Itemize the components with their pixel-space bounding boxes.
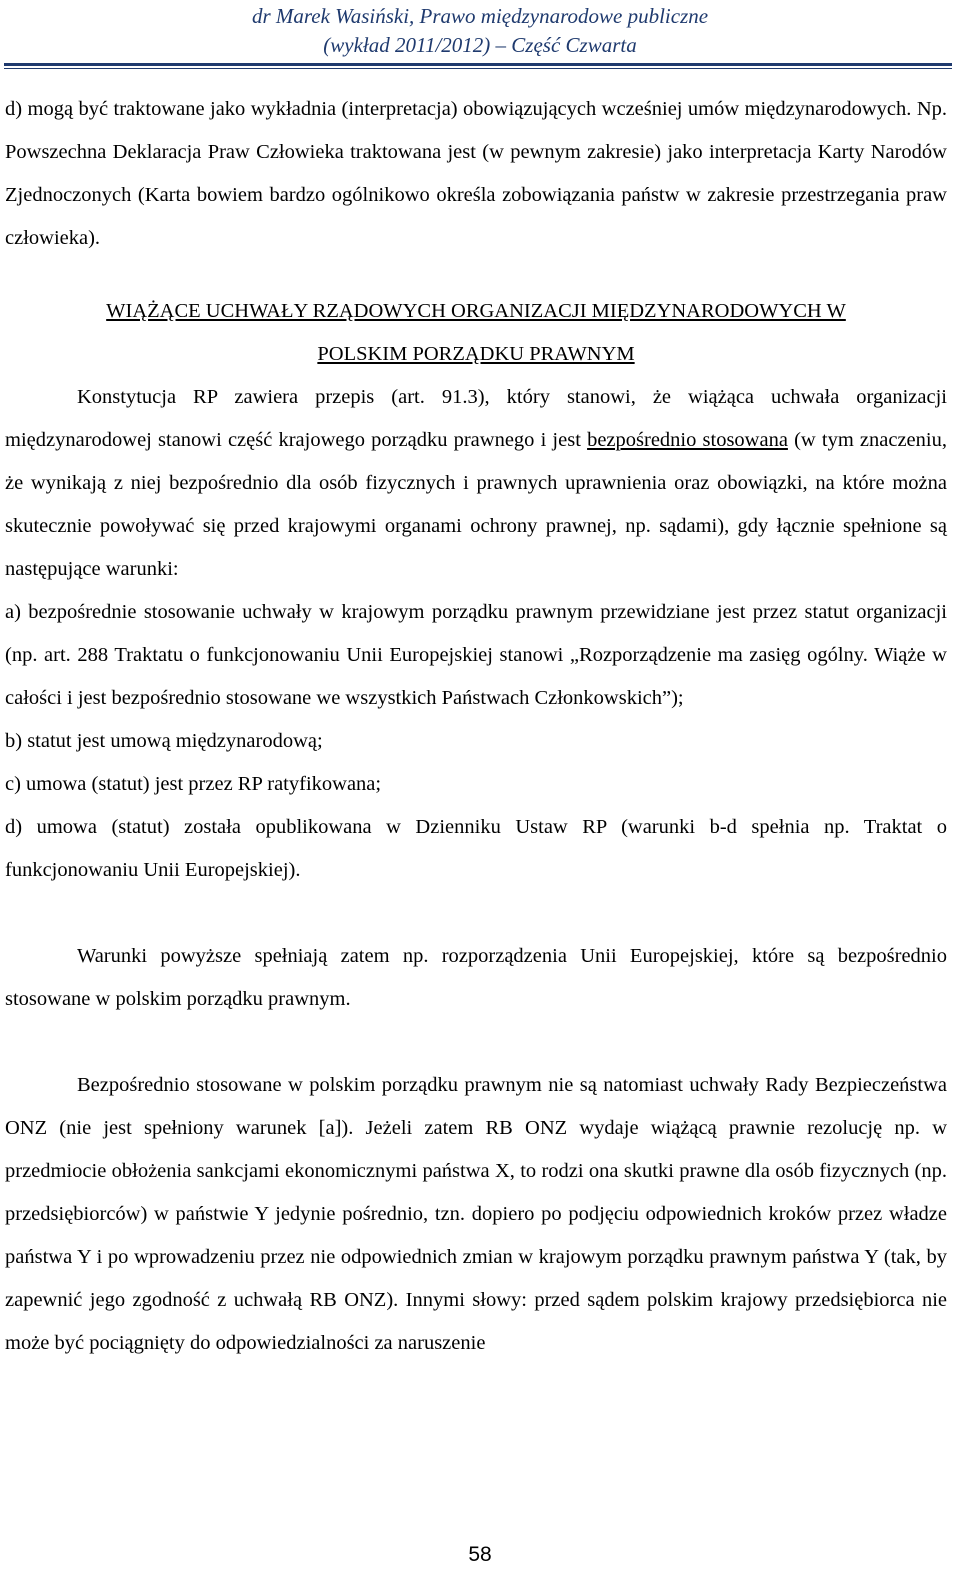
constitution-text-part2: (w tym znaczeniu, że wynikają z niej bezpośrednio dla osób fizycznych i prawnych uprawnienia oraz obowiązki, na które można skutecznie powoływać się przed krajowymi organami ochrony prawnej, np. sądami), gdy łącznie spełnione są następujące warunki: <box>5 429 947 580</box>
spacer <box>5 892 947 935</box>
condition-c: c) umowa (statut) jest przez RP ratyfikowana; <box>5 773 382 795</box>
paragraph-constitution <box>5 376 947 591</box>
section-heading <box>5 290 947 376</box>
paragraph-point-d: d) mogą być traktowane jako wykładnia (interpretacja) obowiązujących wcześniej umów międzynarodowych. Np. Powszechna Deklaracja Praw Człowieka traktowana jest (w pewnym zakresie) jako interpretacja Karty Narodów Zjednoczonych (Karta bowiem bardzo ogólnikowo określa zobowiązania państw w zakresie przestrzegania praw człowieka). <box>5 98 947 249</box>
spacer <box>5 1021 947 1064</box>
paragraph-security-council: Bezpośrednio stosowane w polskim porządku prawnym nie są natomiast uchwały Rady Bezpieczeństwa ONZ (nie jest spełniony warunek [a]). Jeżeli zatem RB ONZ wydaje wiążącą prawnie rezolucję np. w przedmiocie obłożenia sankcjami ekonomicznymi państwa X, to rodzi ona skutki prawne dla osób fizycznych (np. przedsiębiorców) w państwie Y jedynie pośrednio, tzn. dopiero po podjęciu odpowiednich kroków przez władze państwa Y i po wprowadzeniu przez nie odpowiednich zmian w krajowym porządku prawnym państwa Y (tak, by zapewnić jego zgodność z uchwałą RB ONZ). Innymi słowy: przed sądem polskim krajowy przedsiębiorca nie może być pociągnięty do odpowiedzialności za naruszenie <box>5 1074 947 1354</box>
constitution-text-part1: Konstytucja RP zawiera przepis (art. 91.3), który stanowi, że wiążąca uchwała organizacji międzynarodowej stanowi część krajowego porządku prawnego i jest <box>5 386 947 451</box>
page-body <box>5 88 947 1365</box>
header-lecture-part: (wykład 2011/2012) – Część Czwarta <box>323 33 637 57</box>
running-header <box>0 0 960 68</box>
page-number: 58 <box>468 1543 492 1566</box>
condition-b: b) statut jest umową międzynarodową; <box>5 730 323 752</box>
constitution-underlined-term: bezpośrednio stosowana <box>587 429 788 451</box>
section-heading-line1: WIĄŻĄCE UCHWAŁY RZĄDOWYCH ORGANIZACJI MIĘDZYNARODOWYCH W <box>106 300 846 322</box>
condition-d: d) umowa (statut) została opublikowana w Dzienniku Ustaw RP (warunki b-d spełnia np. Traktat o funkcjonowaniu Unii Europejskiej). <box>5 816 947 881</box>
section-heading-line2: POLSKIM PORZĄDKU PRAWNYM <box>317 343 635 365</box>
header-author-title: dr Marek Wasiński, Prawo międzynarodowe publiczne <box>251 4 709 28</box>
condition-a: a) bezpośrednie stosowanie uchwały w krajowym porządku prawnym przewidziane jest przez statut organizacji (np. art. 288 Traktatu o funkcjonowaniu Unii Europejskiej stanowi „Rozporządzenie ma zasięg ogólny. Wiąże w całości i jest bezpośrednio stosowane we wszystkich Państwach Członkowskich”); <box>5 601 947 709</box>
header-divider <box>4 63 952 69</box>
paragraph-conditions-met: Warunki powyższe spełniają zatem np. rozporządzenia Unii Europejskiej, które są bezpośrednio stosowane w polskim porządku prawnym. <box>5 945 947 1010</box>
